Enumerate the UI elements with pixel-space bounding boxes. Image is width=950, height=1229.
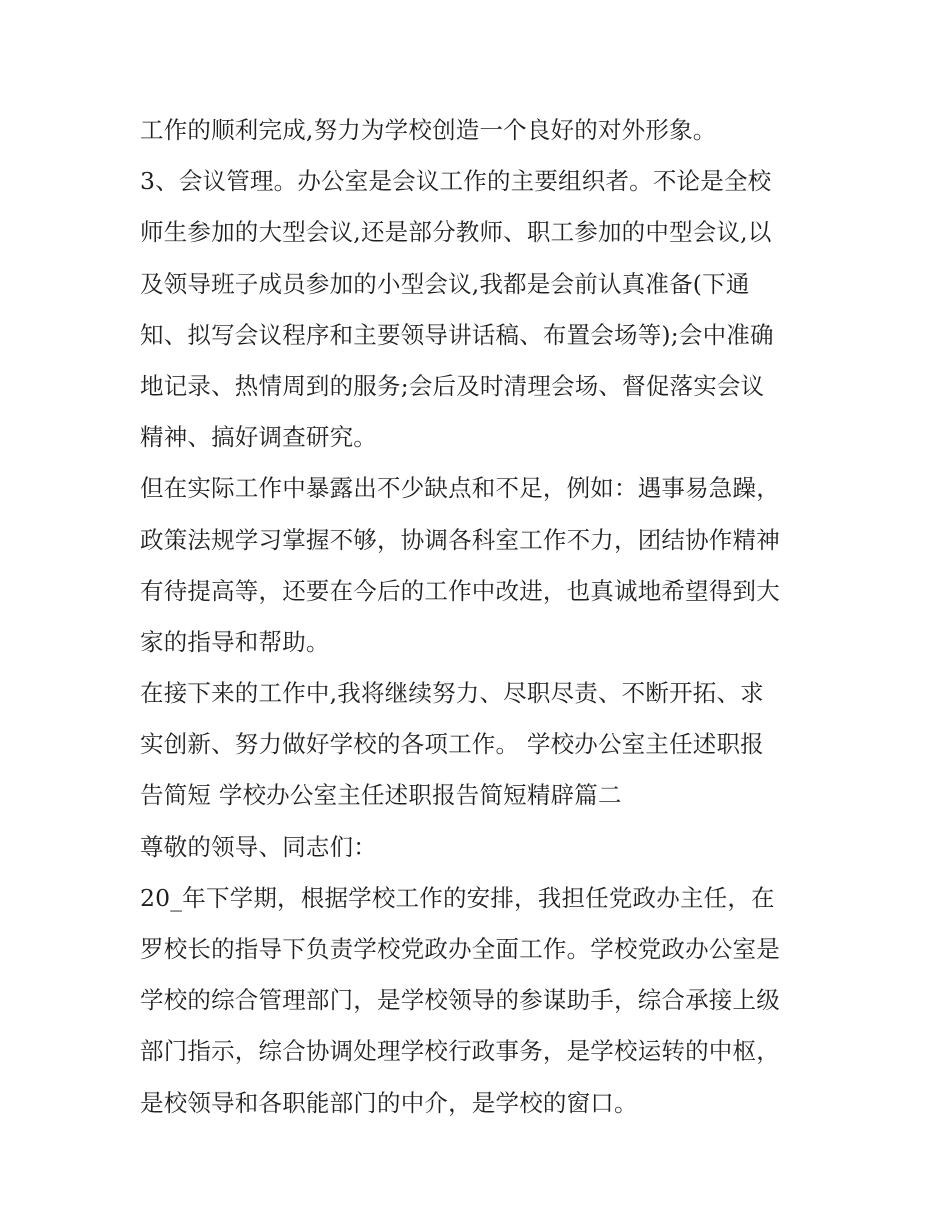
text-line: 知、拟写会议程序和主要领导讲话稿、布置会场等);会中准确: [140, 320, 774, 349]
text-line: 政策法规学习掌握不够，协调各科室工作不力，团结协作精神: [140, 525, 780, 554]
text-line: 实创新、努力做好学校的各项工作。 学校办公室主任述职报: [140, 730, 764, 759]
text-line: 及领导班子成员参加的小型会议,我都是会前认真准备(下通: [140, 269, 750, 298]
text-line: 师生参加的大型会议,还是部分教师、职工参加的中型会议,以: [140, 218, 772, 247]
body-text: [140, 105, 830, 1129]
text-line: 工作的顺利完成,努力为学校创造一个良好的对外形象。: [140, 116, 717, 144]
text-line: 部门指示，综合协调处理学校行政事务，是学校运转的中枢，: [140, 1037, 780, 1066]
text-line: 家的指导和帮助。: [140, 627, 330, 656]
text-line: 但在实际工作中暴露出不少缺点和不足，例如：遇事易急躁，: [140, 474, 780, 503]
text-line: 在接下来的工作中,我将继续努力、尽职尽责、不断开拓、求: [140, 679, 764, 708]
text-line: 是校领导和各职能部门的中介，是学校的窗口。: [140, 1088, 638, 1117]
text-line: 3、会议管理。办公室是会议工作的主要组织者。不论是全校: [140, 167, 772, 196]
text-line: 20_年下学期，根据学校工作的安排，我担任党政办主任，在: [140, 883, 775, 912]
text-line: 告简短 学校办公室主任述职报告简短精辟篇二: [140, 781, 622, 810]
text-line: 有待提高等，还要在今后的工作中改进，也真诚地希望得到大: [140, 576, 780, 605]
text-line: 学校的综合管理部门，是学校领导的参谋助手，综合承接上级: [140, 986, 780, 1015]
text-line: 尊敬的领导、同志们：: [140, 832, 377, 861]
text-line: 地记录、热情周到的服务;会后及时清理会场、督促落实会议: [140, 371, 765, 400]
text-line: 罗校长的指导下负责学校党政办全面工作。学校党政办公室是: [140, 935, 780, 963]
text-line: 精神、搞好调查研究。: [140, 423, 377, 452]
